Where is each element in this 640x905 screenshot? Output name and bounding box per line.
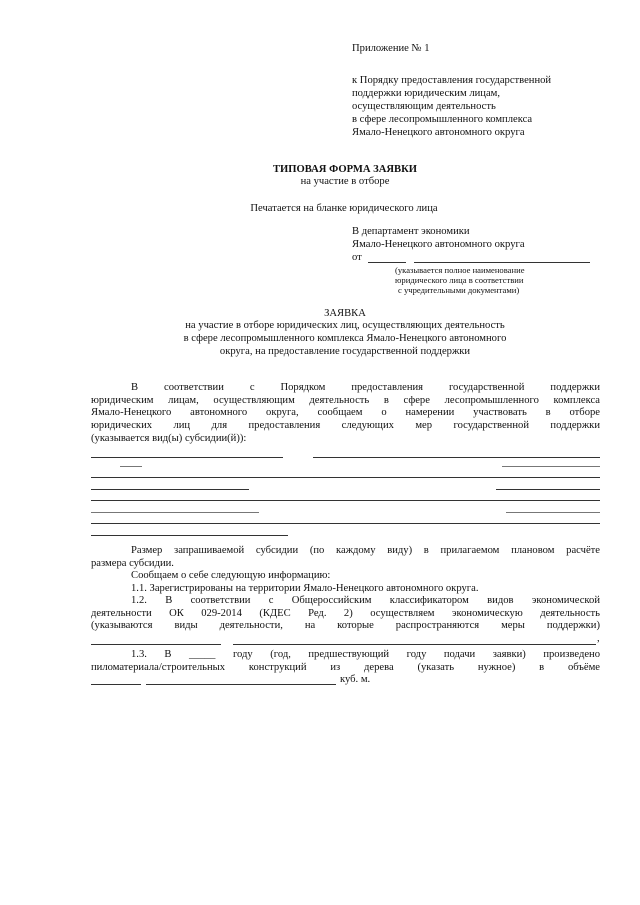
blank-line <box>91 489 249 490</box>
blank-line <box>120 466 142 467</box>
item-1-3-line: пиломатериала/строительных конструкций из дерева (указать нужное) в объёме <box>91 661 600 673</box>
application-sub-line: на участие в отборе юридических лиц, осуществляющих деятельность <box>185 320 505 331</box>
blank-line <box>502 466 600 467</box>
form-title: ТИПОВАЯ ФОРМА ЗАЯВКИ <box>272 164 418 175</box>
blank-line <box>91 500 600 501</box>
form-subtitle: на участие в отборе <box>300 176 390 187</box>
addressee-hint-line: с учредительными документами) <box>398 285 520 295</box>
from-label: от <box>352 252 362 263</box>
addressee-line: В департамент экономики <box>352 226 470 237</box>
letterhead-note: Печатается на бланке юридического лица <box>250 203 438 214</box>
application-sub-line: в сфере лесопромышленного комплекса Ямало-Ненецкого автономного <box>183 333 507 344</box>
application-heading: ЗАЯВКА <box>324 308 366 319</box>
intro-line: юридическим лицам, осуществляющим деятельность в сфере лесопромышленного комплекса <box>91 394 600 406</box>
appendix-ref-line: к Порядку предоставления государственной <box>352 75 552 86</box>
from-blank-line <box>414 262 590 263</box>
appendix-title: Приложение № 1 <box>352 43 430 54</box>
blank-line <box>313 457 600 458</box>
addressee-hint-line: (указывается полное наименование <box>395 265 525 275</box>
application-sub-line: округа, на предоставление государственной поддержки <box>219 346 471 357</box>
blank-line <box>91 644 221 645</box>
blank-line <box>91 477 600 478</box>
item-1-2-line: 1.2. В соответствии с Общероссийским классификатором видов экономической <box>131 595 600 606</box>
appendix-ref-line: в сфере лесопромышленного комплекса <box>352 114 533 125</box>
item-1-2-line: деятельности ОК 029-2014 (КДЕС Ред. 2) осуществляем экономическую деятельность <box>91 607 600 619</box>
from-blank-line <box>368 262 406 263</box>
blank-line <box>91 457 283 458</box>
intro-last-line: (указывается вид(ы) субсидии(й)): <box>91 433 247 444</box>
appendix-ref-line: поддержки юридическим лицам, <box>352 88 501 99</box>
appendix-ref-line: осуществляющим деятельность <box>352 101 496 112</box>
blank-line <box>91 535 288 536</box>
blank-line <box>233 644 596 645</box>
intro-paragraph <box>91 382 600 432</box>
info-intro: Сообщаем о себе следующую информацию: <box>131 570 331 581</box>
addressee-line: Ямало-Ненецкого автономного округа <box>352 239 525 250</box>
item-1-2-line: (указываются виды деятельности, на которые распространяются меры поддержки) <box>91 620 600 632</box>
item-1-1: 1.1. Зарегистрированы на территории Ямало-Ненецкого автономного округа. <box>131 583 479 594</box>
addressee-hint-line: юридического лица в соответствии <box>395 275 524 285</box>
blank-line <box>496 489 600 490</box>
blank-line <box>91 512 259 513</box>
volume-unit: куб. м. <box>340 674 371 685</box>
subsidy-size-line: Размер запрашиваемой субсидии (по каждому виду) в прилагаемом плановом расчёте <box>131 545 600 556</box>
intro-line: В соответствии с Порядком предоставления государственной поддержки <box>131 382 600 393</box>
volume-blank-line <box>91 684 141 685</box>
item-1-2-paragraph <box>91 595 600 633</box>
volume-blank-line <box>146 684 336 685</box>
blank-line <box>506 512 600 513</box>
item-1-2-end: , <box>597 633 600 644</box>
intro-line: Ямало-Ненецкого автономного округа, сообщаем о намерении участвовать в отборе <box>91 407 600 419</box>
subsidy-size-line: размера субсидии. <box>91 558 174 569</box>
item-1-3-line: 1.3. В _____ году (год, предшествующий году подачи заявки) произведено <box>131 649 600 660</box>
appendix-ref-line: Ямало-Ненецкого автономного округа <box>352 127 525 138</box>
subsidy-size-paragraph <box>91 545 600 558</box>
item-1-3-paragraph <box>91 649 600 674</box>
intro-line: юридических лиц для предоставления следующих мер государственной поддержки <box>91 419 600 431</box>
blank-line <box>91 523 600 524</box>
